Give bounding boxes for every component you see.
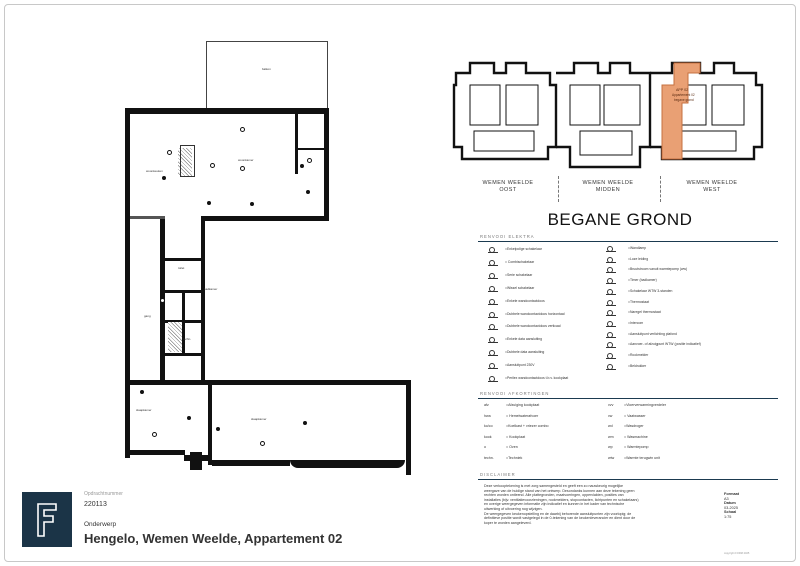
site-key-plan <box>450 55 780 173</box>
electra-symbol-icon <box>488 324 498 330</box>
wing-divider <box>558 176 559 202</box>
date-label: Datum <box>724 501 736 506</box>
electra-legend-item: =Beldrukker <box>628 363 647 368</box>
abbr-code: techn. <box>484 456 494 460</box>
abbr-text: = Warmtepomp <box>624 445 649 450</box>
socket-icon <box>303 421 307 425</box>
logo <box>22 492 72 547</box>
ceiling-light-icon <box>240 127 245 132</box>
electra-symbol-icon <box>488 260 498 266</box>
socket-icon <box>306 190 310 194</box>
electra-legend-item: =Loze leiding <box>628 256 649 261</box>
electra-legend-item: =Enkele data aansluiting <box>505 337 543 342</box>
abbr-text: =Afzuiging kookplaat <box>506 403 540 407</box>
abbr-code: wm <box>608 434 614 439</box>
ceiling-light-icon <box>260 441 265 446</box>
format-label: Formaat <box>724 492 739 496</box>
section-title-disclaimer: DISCLAIMER <box>478 472 778 480</box>
electra-legend-item: =Perilex wandcontactdoos t.b.v. kookplaat <box>505 376 569 380</box>
ceiling-light-icon <box>167 150 172 155</box>
floor-title: BEGANE GROND <box>547 210 693 229</box>
abbr-code: kook <box>484 434 492 439</box>
abbr-code: wtw <box>608 456 615 460</box>
abbr-text: =Warmte terugwin unit <box>624 456 660 460</box>
room-label-toilet: toilet <box>178 266 185 270</box>
project-subject: Hengelo, Wemen Weelde, Appartement 02 <box>84 531 343 546</box>
abbr-text: =Koelkast + vriezer combo <box>506 424 549 429</box>
electra-symbol-icon <box>606 364 616 370</box>
socket-icon <box>187 416 191 420</box>
abbr-code: o <box>484 445 486 450</box>
electra-symbol-icon <box>606 342 616 348</box>
abbr-code: wd <box>608 424 613 429</box>
highlight-text-2: Appartement 02 <box>672 93 695 97</box>
electra-symbol-icon <box>488 299 498 305</box>
ceiling-light-icon <box>210 163 215 168</box>
electra-symbol-icon <box>606 267 616 273</box>
electra-symbol-icon <box>488 350 498 356</box>
electra-symbol-icon <box>488 286 498 292</box>
disclaimer-line: Deze verkooptekening is met zorg samengesteld en geeft een zo nauwkeurig mogelijke <box>484 484 624 488</box>
electra-legend-item: =Thermostaat <box>628 299 650 304</box>
electra-legend-item: =Wissel schakelaar <box>505 285 535 290</box>
room-label-woonkamer: woonkamer <box>238 158 254 162</box>
electra-symbol-icon <box>606 289 616 295</box>
disclaimer-line: uitwerking of uitvoering nog wijzigen. <box>484 506 543 511</box>
technical-shaft <box>168 322 182 352</box>
socket-icon <box>250 202 254 206</box>
kitchen-island <box>180 145 195 177</box>
electra-symbol-icon <box>488 376 498 382</box>
order-label: Opdrachtnummer <box>84 491 123 497</box>
abbr-text: = Kookplaat <box>506 434 526 439</box>
electra-legend-item: =Bruutstroom vanuit warmtepomp (ww) <box>628 267 688 272</box>
room-label-woonkeuken: woonkeuken <box>146 169 163 173</box>
electra-legend-item: =Aanvoer- of afzuigpunt WTW (positie indicatief) <box>628 342 701 347</box>
room-label-slaapkamer-1: slaapkamer <box>136 408 152 412</box>
date-value: 03-2025 <box>724 505 738 510</box>
room-label-gang: gang <box>144 314 151 318</box>
electra-legend-item: =Dubbele data aansluiting <box>505 350 545 355</box>
smoke-detector-icon <box>307 158 312 163</box>
wing-divider <box>660 176 661 202</box>
scale-value: 1:75 <box>724 514 732 519</box>
electra-legend-item: =Intercom <box>628 320 644 325</box>
abbr-code: ko/co <box>484 424 493 429</box>
electra-legend-item: =Naregel thermostaat <box>628 310 661 315</box>
electra-symbol-icon <box>606 246 616 252</box>
socket-icon <box>140 390 144 394</box>
electra-legend-item: =Schakelaar WTW 3-standen <box>628 288 673 293</box>
scale-label: Schaal <box>724 510 737 515</box>
floor-plan <box>120 40 420 480</box>
abbr-code: wp <box>608 445 613 450</box>
wing-label-midden: WEMEN WEELDE MIDDEN <box>582 180 634 193</box>
electra-symbol-icon <box>606 321 616 327</box>
electra-legend-item: =Serie schakelaar <box>505 272 533 277</box>
room-label-techniek: techn. <box>183 337 192 341</box>
electra-symbol-icon <box>606 257 616 263</box>
title-block <box>724 492 764 520</box>
abbr-code: vw <box>608 413 613 418</box>
room-label-balkon: balkon <box>262 67 271 71</box>
electra-legend-item: = Combischakelaar <box>505 259 535 264</box>
socket-icon <box>162 176 166 180</box>
abbr-code: hwa <box>484 413 491 418</box>
abbr-text: =Wasdroger <box>624 424 644 429</box>
electra-legend-item: =Dubbele wandcontactdoos verticaal <box>505 324 561 329</box>
socket-icon <box>207 201 211 205</box>
room-label-badkamer: badkamer <box>204 287 218 291</box>
wing-label-west: WEMEN WEELDE WEST <box>686 180 738 193</box>
disclaimer-line: weergave van de huidige stand van het ontwerp. Desondanks kunnen aan deze tekening geen <box>484 488 635 493</box>
electra-symbol-icon <box>488 247 498 253</box>
abbr-text: = Vaatwasser <box>624 413 646 418</box>
disclaimer-line: rechten worden ontleend. Alle plattegronden, maatvoeringen, oppervlakten, posities van <box>484 493 624 498</box>
electra-legend-item: =Aansluitpunt 230V <box>505 363 535 368</box>
balcony <box>206 41 328 109</box>
electra-legend-item: =Aansluitpunt verlichting plafond <box>628 331 677 336</box>
electra-symbol-icon <box>488 363 498 369</box>
electra-symbol-icon <box>606 300 616 306</box>
order-number: 220113 <box>84 501 107 508</box>
electra-legend-item: =Timer (badkamer) <box>628 278 657 283</box>
section-title-electra: RENVOOI ELEKTRA <box>478 234 778 242</box>
disclaimer-line: installaties (bijv. ventilatievoorzieningen, rookmelders, stopcontacten, lichtpunten en schakelaars) <box>484 497 639 502</box>
electra-symbol-icon <box>606 310 616 316</box>
abbr-text: =Techniek <box>506 456 523 460</box>
abbr-code: afz <box>484 403 489 407</box>
abbr-code: vvv <box>608 403 614 407</box>
electra-symbol-icon <box>606 332 616 338</box>
electra-symbol-icon <box>488 337 498 343</box>
electra-legend-item: =Rookmelder <box>628 353 649 357</box>
copyright: copyright FORM 2025 <box>724 552 750 555</box>
electra-legend-item: =Wandlamp <box>628 246 647 250</box>
ceiling-light-icon <box>160 298 165 303</box>
abbr-text: = Hemelwaterafvoer <box>506 413 539 418</box>
abbr-text: = Wasmachine <box>624 434 648 439</box>
disclaimer-line: De weergegeven keukenopstelling en de daarbij behorende aansluitpunten zijn voorlopig; de <box>484 511 632 516</box>
electra-symbol-icon <box>488 273 498 279</box>
disclaimer-line: koper te worden aangeleverd. <box>484 520 532 525</box>
highlight-text-1: APP 02 <box>676 88 689 92</box>
electra-legend-item: =Enkele wandcontactdoos <box>505 298 545 303</box>
electra-legend-item: =Dubbele wandcontactdoos horizontaal <box>505 311 565 316</box>
abbr-text: =Vloerverwarmingverdeler <box>624 403 667 407</box>
socket-icon <box>300 164 304 168</box>
abbr-text: = Oven <box>506 445 518 450</box>
highlight-text-3: begane grond <box>674 98 694 102</box>
disclaimer-line: definitieve positie wordt vastgelegd in de 0-tekening van de keukenleverancier en dient door de <box>484 516 636 521</box>
electra-legend-item: =Enkelpolige schakelaar <box>505 247 542 251</box>
ceiling-light-icon <box>152 432 157 437</box>
disclaimer-line: en overige weergegeven informatie zijn indicatief en kunnen in het kader van technische <box>484 502 625 507</box>
electra-symbol-icon <box>606 278 616 284</box>
disclaimer-text <box>484 484 719 525</box>
format-value: A3 <box>724 496 729 501</box>
electra-symbol-icon <box>606 353 616 359</box>
subject-label: Onderwerp <box>84 521 117 528</box>
section-title-abbreviations: RENVOOI AFKORTINGEN <box>478 391 778 399</box>
wing-label-oost: WEMEN WEELDE OOST <box>482 180 534 193</box>
socket-icon <box>216 427 220 431</box>
ceiling-light-icon <box>240 166 245 171</box>
room-label-slaapkamer-2: slaapkamer <box>251 417 267 421</box>
app-02-highlight <box>662 63 700 159</box>
electra-symbol-icon <box>488 312 498 318</box>
